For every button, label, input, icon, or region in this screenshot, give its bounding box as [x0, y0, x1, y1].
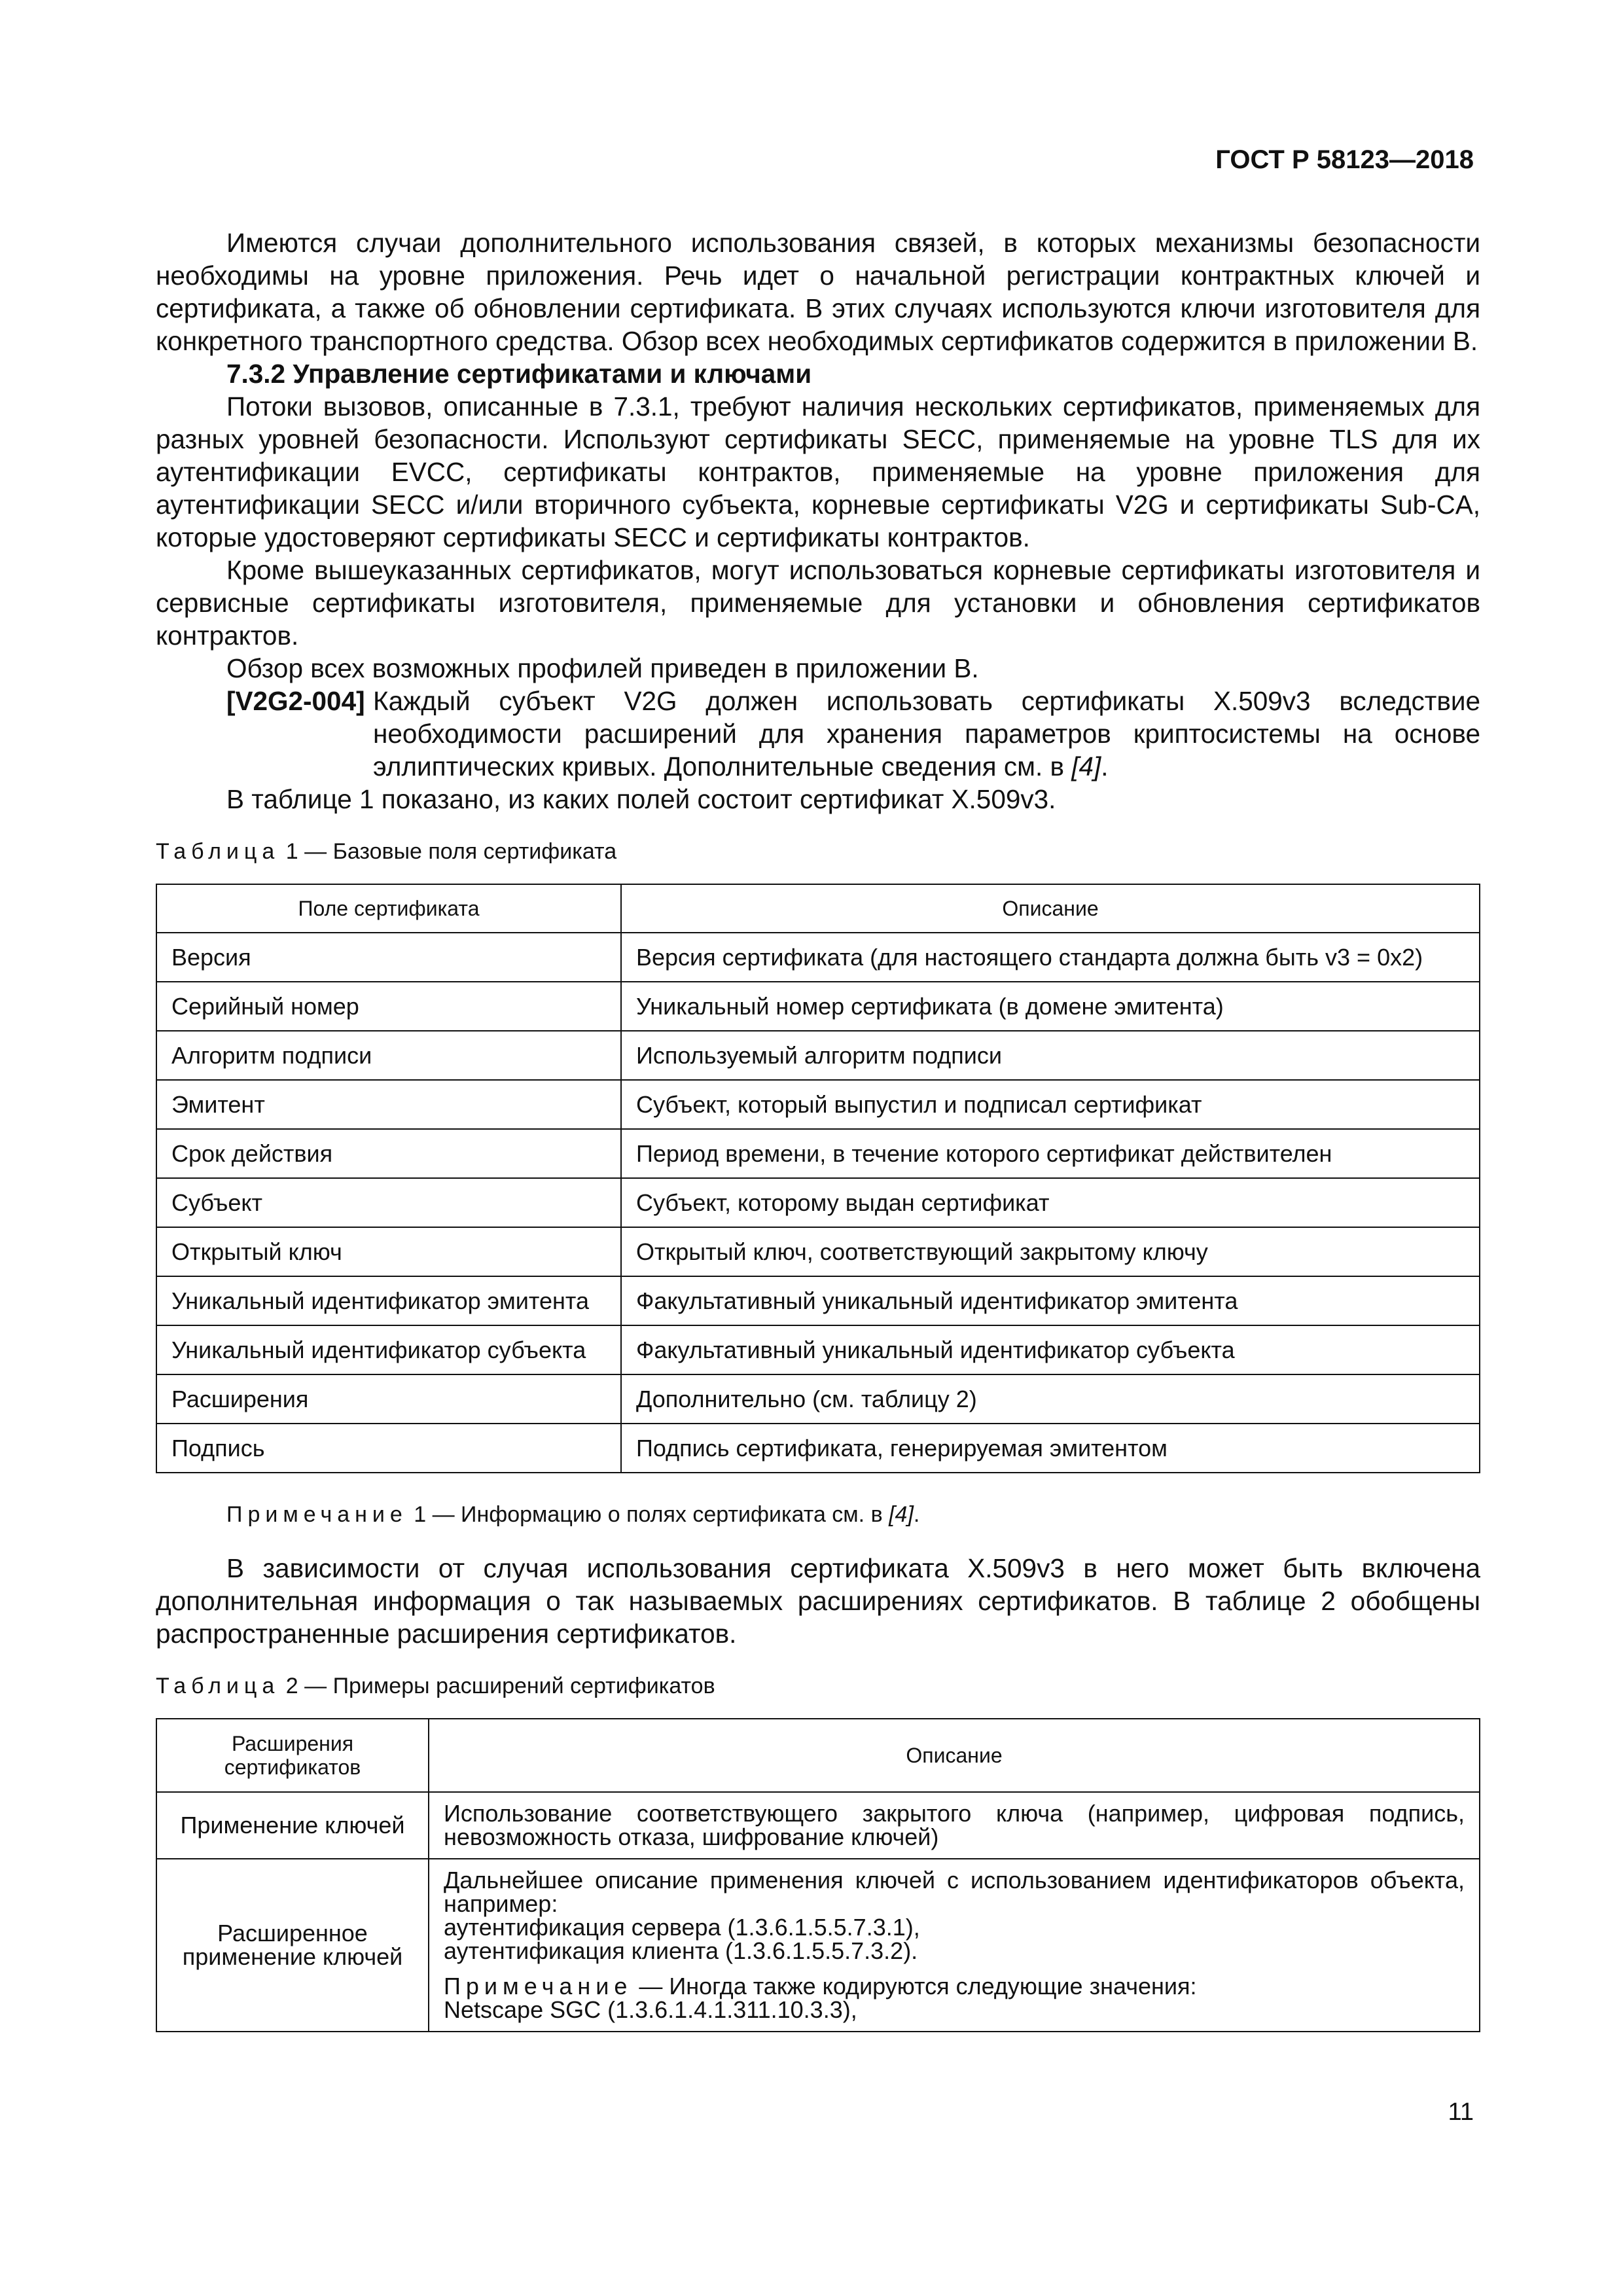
field-description-cell: Уникальный номер сертификата (в домене эмитента)	[621, 982, 1480, 1031]
column-header: Поле сертификата	[156, 884, 621, 933]
table1-note	[226, 1498, 1480, 1531]
paragraph: В таблице 1 показано, из каких полей состоит сертификат X.509v3.	[226, 784, 1056, 814]
section-heading: 7.3.2 Управление сертификатами и ключами	[226, 359, 812, 389]
document-number: ГОСТ Р 58123—2018	[1215, 145, 1474, 174]
requirement-id: [V2G2-004]	[226, 686, 365, 716]
note-label: Примечание	[226, 1502, 408, 1527]
field-description-cell: Дополнительно (см. таблицу 2)	[621, 1374, 1480, 1424]
column-header: Описание	[429, 1719, 1480, 1792]
extension-description-cell: Использование соответствующего закрытого ключа (например, цифровая подпись, невозможность отказа, шифрование ключей)	[429, 1792, 1480, 1859]
paragraph: Обзор всех возможных профилей приведен в приложении В.	[226, 653, 979, 683]
table-row	[156, 1129, 1480, 1178]
requirement-block	[156, 685, 1480, 783]
field-description-cell: Период времени, в течение которого сертификат действителен	[621, 1129, 1480, 1178]
table-row	[156, 1374, 1480, 1424]
field-name-cell: Алгоритм подписи	[156, 1031, 621, 1080]
certificate-fields-table	[156, 884, 1480, 1473]
table-row	[156, 1424, 1480, 1473]
extension-description-cell	[429, 1859, 1480, 2032]
note-end: .	[913, 1502, 920, 1527]
field-description-cell: Факультативный уникальный идентификатор субъекта	[621, 1325, 1480, 1374]
field-name-cell: Открытый ключ	[156, 1227, 621, 1276]
note-text: — Иногда также кодируются следующие значения:	[639, 1973, 1197, 2000]
field-name-cell: Эмитент	[156, 1080, 621, 1129]
table-header-row	[156, 1719, 1480, 1792]
column-header: Расширения сертификатов	[156, 1719, 429, 1792]
field-name-cell: Расширения	[156, 1374, 621, 1424]
page-number: 11	[1448, 2098, 1474, 2126]
table-row	[156, 1227, 1480, 1276]
table2-caption-label: Таблица	[156, 1674, 280, 1698]
table-row	[156, 1080, 1480, 1129]
reference-link[interactable]: [4]	[889, 1502, 914, 1527]
reference-link[interactable]: [4]	[1071, 751, 1101, 781]
description-line: аутентификация клиента (1.3.6.1.5.5.7.3.2).	[444, 1937, 918, 1964]
table-row	[156, 933, 1480, 982]
field-name-cell: Срок действия	[156, 1129, 621, 1178]
table-row	[156, 982, 1480, 1031]
field-description-cell: Открытый ключ, соответствующий закрытому ключу	[621, 1227, 1480, 1276]
column-header: Описание	[621, 884, 1480, 933]
requirement-end: .	[1101, 751, 1109, 781]
table-row	[156, 1178, 1480, 1227]
note-text: 1 — Информацию о полях сертификата см. в	[414, 1502, 883, 1527]
extension-name-cell: Расширенное применение ключей	[156, 1859, 429, 2032]
note-label: Примечание	[444, 1973, 633, 2000]
table-row	[156, 1276, 1480, 1325]
field-description-cell: Субъект, которому выдан сертификат	[621, 1178, 1480, 1227]
table1-caption-text: 1 — Базовые поля сертификата	[285, 839, 617, 864]
table2-caption-text: 2 — Примеры расширений сертификатов	[285, 1674, 715, 1698]
table-row	[156, 1859, 1480, 2032]
field-name-cell: Уникальный идентификатор субъекта	[156, 1325, 621, 1374]
table1-body	[156, 933, 1480, 1473]
paragraph: Имеются случаи дополнительного использования связей, в которых механизмы безопасности необходимы на уровне приложения. Речь идет о начальной регистрации контрактных ключей и сертификата, а также об обновлении сертификата. В этих случаях используются ключи изготовителя для конкретного транспортного средства. Обзор всех необходимых сертификатов содержится в приложении В.	[156, 228, 1480, 356]
table-row	[156, 1031, 1480, 1080]
table1-caption-label: Таблица	[156, 839, 280, 864]
paragraph: Потоки вызовов, описанные в 7.3.1, требуют наличия нескольких сертификатов, применяемых для разных уровней безопасности. Используют сертификаты SECC, применяемые на уровне TLS для их аутентификации EVCC, сертификаты контрактов, применяемые на уровне приложения для аутентификации SECC и/или вторичного субъекта, корневые сертификаты V2G и сертификаты Sub-CA, которые удостоверяют сертификаты SECC и сертификаты контрактов.	[156, 391, 1480, 552]
requirement-text: Каждый субъект V2G должен использовать сертификаты X.509v3 вследствие необходимости расширений для хранения параметров криптосистемы на основе эллиптических кривых. Дополнительные сведения см. в	[373, 686, 1480, 781]
field-name-cell: Серийный номер	[156, 982, 621, 1031]
table1-caption	[156, 835, 1480, 868]
extension-name-cell: Применение ключей	[156, 1792, 429, 1859]
field-description-cell: Подпись сертификата, генерируемая эмитентом	[621, 1424, 1480, 1473]
certificate-extensions-table	[156, 1718, 1480, 2032]
page-body	[156, 226, 1480, 2032]
field-description-cell: Версия сертификата (для настоящего стандарта должна быть v3 = 0x2)	[621, 933, 1480, 982]
description-line: Дальнейшее описание применения ключей с использованием идентификаторов объекта, например:	[444, 1867, 1465, 1917]
description-line: аутентификация сервера (1.3.6.1.5.5.7.3.1),	[444, 1914, 920, 1941]
table-row	[156, 1325, 1480, 1374]
field-name-cell: Уникальный идентификатор эмитента	[156, 1276, 621, 1325]
note-value: Netscape SGC (1.3.6.1.4.1.311.10.3.3),	[444, 1996, 857, 2023]
field-name-cell: Версия	[156, 933, 621, 982]
field-name-cell: Подпись	[156, 1424, 621, 1473]
field-description-cell: Субъект, который выпустил и подписал сертификат	[621, 1080, 1480, 1129]
field-description-cell: Факультативный уникальный идентификатор эмитента	[621, 1276, 1480, 1325]
paragraph: Кроме вышеуказанных сертификатов, могут использоваться корневые сертификаты изготовителя и сервисные сертификаты изготовителя, применяемые для установки и обновления сертификатов контрактов.	[156, 555, 1480, 651]
paragraph: В зависимости от случая использования сертификата X.509v3 в него может быть включена дополнительная информация о так называемых расширениях сертификатов. В таблице 2 обобщены распространенные расширения сертификатов.	[156, 1553, 1480, 1649]
field-name-cell: Субъект	[156, 1178, 621, 1227]
table-header-row	[156, 884, 1480, 933]
field-description-cell: Используемый алгоритм подписи	[621, 1031, 1480, 1080]
cell-note	[444, 1975, 1465, 1998]
table-row	[156, 1792, 1480, 1859]
table2-caption	[156, 1670, 1480, 1702]
